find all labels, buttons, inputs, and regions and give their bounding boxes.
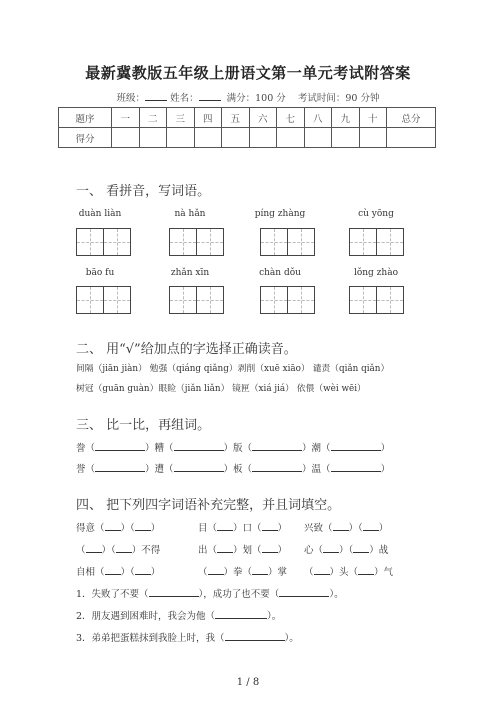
char-label: 誊（ — [76, 443, 96, 454]
answer-blank[interactable] — [331, 462, 381, 472]
idiom-row-3b — [198, 564, 287, 578]
writing-box[interactable] — [76, 286, 104, 314]
question-text: 2．朋友遇到困难时，我会为他（ — [76, 611, 216, 622]
idiom-row-3 — [76, 564, 160, 578]
char-label: ）温（ — [302, 464, 331, 475]
writing-box[interactable] — [260, 286, 288, 314]
answer-blank[interactable] — [353, 543, 369, 553]
name-label: 姓名： — [170, 93, 199, 104]
answer-blank[interactable] — [333, 521, 349, 531]
pinyin: zhǎn xīn — [170, 268, 210, 278]
idiom-text: ） — [378, 523, 389, 534]
writing-box[interactable] — [196, 228, 224, 256]
idiom-text: ）（ — [348, 523, 363, 534]
class-blank — [145, 91, 167, 101]
idiom-text: ） — [150, 523, 161, 534]
score-cell: 二 — [139, 108, 167, 128]
answer-blank[interactable] — [279, 587, 329, 597]
idiom-row-2 — [76, 542, 160, 556]
answer-blank[interactable] — [95, 462, 145, 472]
idiom-text: ）头（ — [329, 567, 359, 578]
idiom-text: （ — [198, 567, 208, 578]
char-label: ） — [380, 464, 391, 475]
writing-box[interactable] — [103, 286, 131, 314]
writing-box[interactable] — [196, 286, 224, 314]
idiom-text: ）（ — [339, 545, 354, 556]
writing-box[interactable] — [169, 228, 197, 256]
pinyin: bāo fu — [85, 268, 115, 278]
answer-blank[interactable] — [217, 521, 233, 531]
score-cell: 十 — [359, 108, 387, 128]
exam-time: 考试时间：90 分钟 — [297, 93, 380, 104]
answer-blank[interactable] — [314, 565, 330, 575]
question-text: 1．失败了不要（ — [76, 589, 149, 600]
writing-box[interactable] — [349, 286, 377, 314]
writing-box[interactable] — [349, 228, 377, 256]
answer-blank[interactable] — [174, 462, 224, 472]
idiom-text: ）口（ — [233, 523, 262, 534]
answer-blank[interactable] — [208, 565, 224, 575]
answer-blank[interactable] — [105, 521, 121, 531]
compare-row-1 — [76, 440, 390, 454]
char-label: ）糟（ — [145, 443, 174, 454]
writing-box[interactable] — [287, 228, 315, 256]
answer-blank[interactable] — [225, 631, 285, 641]
answer-blank[interactable] — [252, 462, 302, 472]
score-input-cell[interactable] — [332, 128, 360, 148]
idiom-text: ）气 — [374, 567, 394, 578]
answer-blank[interactable] — [95, 441, 145, 451]
score-input-cell[interactable] — [167, 128, 195, 148]
idiom-text: ） — [150, 567, 161, 578]
idiom-text: ）拳（ — [223, 567, 253, 578]
idiom-text: 心（ — [304, 545, 324, 556]
answer-blank[interactable] — [363, 521, 379, 531]
score-cell: 三 — [167, 108, 195, 128]
idiom-text: 兴致（ — [304, 523, 333, 534]
pinyin: nà hǎn — [174, 209, 206, 219]
char-label: ） — [380, 443, 391, 454]
pronunciation-line-1: 间隔（jiān jiàn） 勉强（qiáng qiǎng）剥削（xuē xiāo） 谴责（qiǎn qiǎn） — [76, 364, 390, 374]
char-label: 誉（ — [76, 464, 96, 475]
char-label: ）板（ — [223, 464, 253, 475]
idiom-row-2c — [304, 542, 388, 556]
score-input-cell[interactable] — [222, 128, 250, 148]
idiom-text: （ — [304, 567, 314, 578]
idiom-text: ）战 — [369, 545, 389, 556]
score-input-cell[interactable] — [277, 128, 305, 148]
fill-question-2 — [76, 608, 281, 622]
idiom-row-1c — [304, 520, 388, 534]
page-title: 最新冀教版五年级上册语文第一单元考试附答案 — [85, 64, 411, 82]
question-text: ），成功了也不要（ — [198, 589, 280, 600]
score-table — [58, 107, 436, 148]
score-cell: 九 — [332, 108, 360, 128]
score-cell: 五 — [222, 108, 250, 128]
idiom-text: ）（ — [101, 545, 116, 556]
answer-blank[interactable] — [323, 543, 339, 553]
question-text: 3．弟弟把蛋糕抹到我脸上时，我（ — [76, 633, 225, 644]
idiom-text: ）掌 — [268, 567, 288, 578]
idiom-text: 得意（ — [76, 523, 105, 534]
idiom-text: ）划（ — [233, 545, 262, 556]
answer-blank[interactable] — [149, 587, 199, 597]
section2-heading: 二、 用“√”给加点的字选择正确读音。 — [76, 342, 297, 357]
question-text: ）。 — [267, 611, 282, 622]
score-cell: 七 — [277, 108, 305, 128]
class-label: 班级： — [116, 93, 146, 104]
compare-row-2 — [76, 461, 390, 475]
answer-blank[interactable] — [174, 441, 224, 451]
pinyin: píng zhàng — [254, 209, 306, 219]
idiom-row-1 — [76, 520, 160, 534]
char-label: ）版（ — [223, 443, 253, 454]
score-input-cell[interactable] — [387, 128, 436, 148]
writing-box[interactable] — [376, 228, 404, 256]
pronunciation-line-2: 树冠（guān guàn）眼睑（jiǎn liǎn） 镜匣（xiá jiá） 依偎（wèi wēi） — [76, 384, 366, 394]
fill-question-3 — [76, 630, 299, 644]
score-cell: 总分 — [387, 108, 436, 128]
idiom-text: ） — [277, 545, 288, 556]
answer-blank[interactable] — [135, 565, 151, 575]
question-text: ）。 — [284, 633, 299, 644]
score-table-score-row — [59, 128, 436, 148]
answer-blank[interactable] — [331, 441, 381, 451]
idiom-text: ）（ — [120, 523, 135, 534]
fill-question-1 — [76, 586, 344, 600]
question-text: ）。 — [329, 589, 344, 600]
answer-blank[interactable] — [215, 609, 267, 619]
idiom-text: ）不得 — [131, 545, 161, 556]
name-blank — [199, 91, 221, 101]
pinyin: chàn dǒu — [259, 268, 301, 278]
section1-heading: 一、 看拼音，写词语。 — [76, 184, 211, 199]
idiom-text: ） — [277, 523, 288, 534]
score-cell: 八 — [304, 108, 332, 128]
idiom-text: 出（ — [198, 545, 218, 556]
answer-blank[interactable] — [135, 521, 151, 531]
answer-blank[interactable] — [252, 565, 268, 575]
score-label-cell: 得分 — [59, 128, 112, 148]
score-input-cell[interactable] — [139, 128, 167, 148]
score-input-cell[interactable] — [249, 128, 277, 148]
writing-box[interactable] — [287, 286, 315, 314]
score-input-cell[interactable] — [112, 128, 140, 148]
answer-blank[interactable] — [105, 565, 121, 575]
answer-blank[interactable] — [116, 543, 132, 553]
answer-blank[interactable] — [262, 543, 278, 553]
writing-box[interactable] — [376, 286, 404, 314]
writing-box[interactable] — [169, 286, 197, 314]
full-score: 满分：100 分 — [226, 93, 286, 104]
pinyin: cù yōng — [358, 209, 394, 219]
char-label: ）遭（ — [145, 464, 174, 475]
answer-blank[interactable] — [358, 565, 374, 575]
writing-box[interactable] — [260, 228, 288, 256]
section4-heading: 四、 把下列四字词语补充完整，并且词填空。 — [76, 498, 341, 513]
score-input-cell[interactable] — [359, 128, 387, 148]
idiom-row-1b — [198, 520, 287, 534]
answer-blank[interactable] — [262, 521, 278, 531]
score-cell: 四 — [194, 108, 222, 128]
writing-box[interactable] — [103, 228, 131, 256]
idiom-row-3c — [304, 564, 393, 578]
score-input-cell[interactable] — [194, 128, 222, 148]
score-cell: 题序 — [59, 108, 112, 128]
exam-info — [0, 90, 496, 104]
answer-blank[interactable] — [86, 543, 102, 553]
score-cell: 六 — [249, 108, 277, 128]
score-cell: 一 — [112, 108, 140, 128]
pinyin: lǒng zhào — [353, 268, 399, 278]
pinyin: duàn liàn — [78, 209, 122, 219]
answer-blank[interactable] — [252, 441, 302, 451]
idiom-text: ）（ — [120, 567, 135, 578]
idiom-text: 自相（ — [76, 567, 105, 578]
page-number: 1 / 8 — [236, 677, 260, 688]
idiom-text: 目（ — [198, 523, 218, 534]
score-input-cell[interactable] — [304, 128, 332, 148]
answer-blank[interactable] — [217, 543, 233, 553]
idiom-text: （ — [76, 545, 86, 556]
score-table-header-row — [59, 108, 436, 128]
idiom-row-2b — [198, 542, 287, 556]
writing-box[interactable] — [76, 228, 104, 256]
char-label: ）潮（ — [302, 443, 331, 454]
section3-heading: 三、 比一比，再组词。 — [76, 418, 211, 433]
